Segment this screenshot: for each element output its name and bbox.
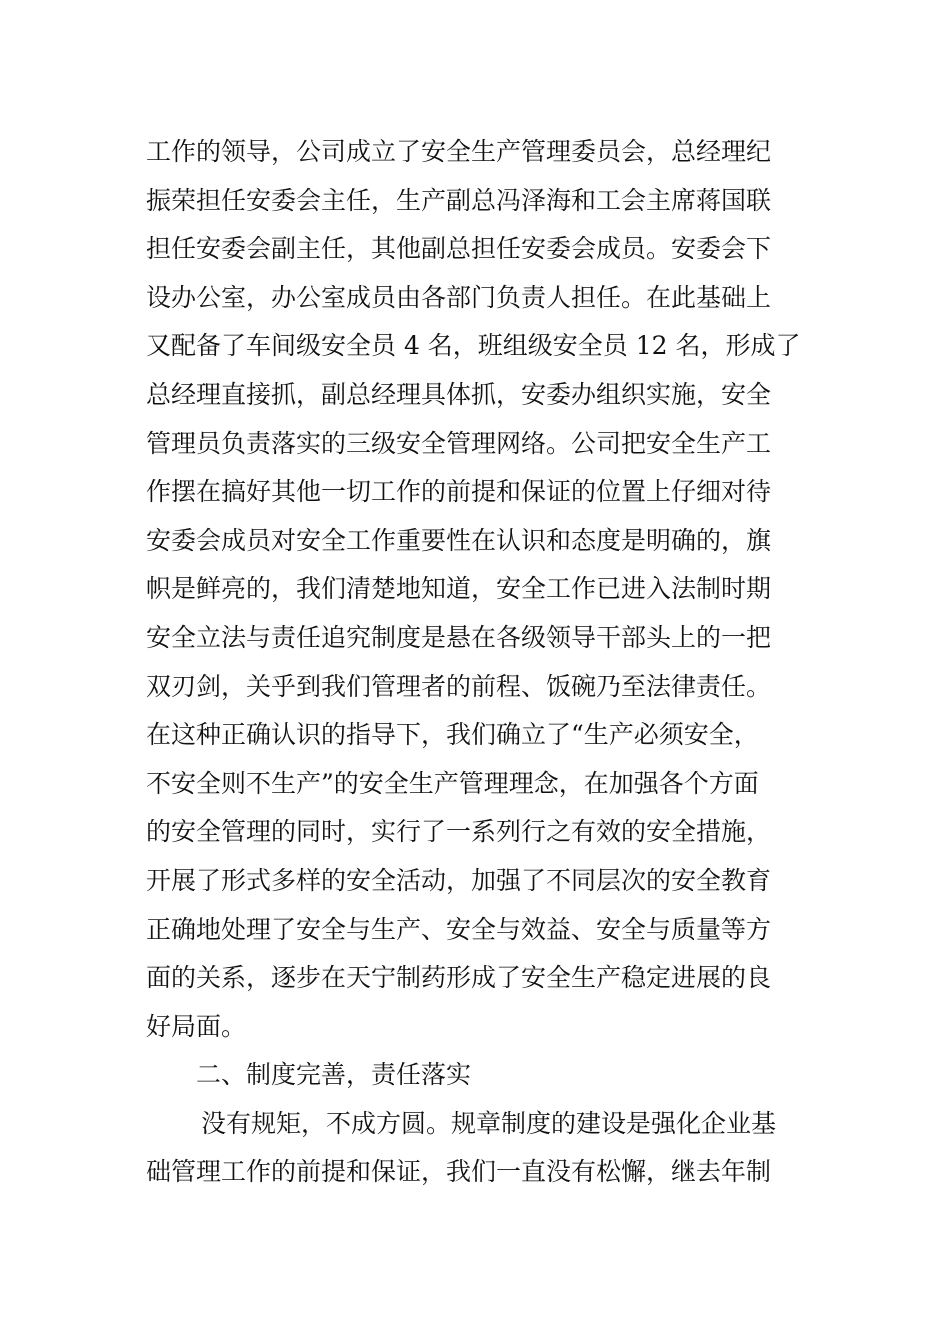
document-body <box>146 128 816 1197</box>
paragraph-line: 安全立法与责任追究制度是悬在各级领导干部头上的一把 <box>146 622 772 652</box>
paragraph-line: 帜是鲜亮的，我们清楚地知道，安全工作已进入法制时期 <box>146 574 772 604</box>
paragraph-line: 设办公室，办公室成员由各部门负责人担任。在此基础上 <box>146 282 772 312</box>
paragraph-line: 管理员负责落实的三级安全管理网络。公司把安全生产工 <box>146 428 772 458</box>
paragraph-line: 振荣担任安委会主任，生产副总冯泽海和工会主席蒋国联 <box>146 185 772 215</box>
paragraph-line: 工作的领导，公司成立了安全生产管理委员会，总经理纪 <box>146 137 772 166</box>
paragraph-line: 担任安委会副主任，其他副总担任安委会成员。安委会下 <box>146 234 772 264</box>
paragraph-line: 不安全则不生产”的安全生产管理理念，在加强各个方面 <box>146 768 759 798</box>
paragraph-line: 础管理工作的前提和保证，我们一直没有松懈，继去年制 <box>146 1157 772 1187</box>
section-heading: 二、制度完善，责任落实 <box>196 1060 472 1090</box>
paragraph-line: 没有规矩，不成方圆。规章制度的建设是强化企业基 <box>201 1108 777 1138</box>
paragraph-line: 作摆在搞好其他一切工作的前提和保证的位置上仔细对待 <box>146 477 772 507</box>
paragraph-line: 开展了形式多样的安全活动，加强了不同层次的安全教育 <box>146 865 772 895</box>
paragraph-line: 在这种正确认识的指导下，我们确立了“生产必须安全， <box>146 720 759 750</box>
paragraph-line: 双刃剑，关乎到我们管理者的前程、饭碗乃至法律责任。 <box>146 671 772 701</box>
paragraph-line: 好局面。 <box>146 1011 247 1041</box>
paragraph-line: 又配备了车间级安全员 4 名，班组级安全员 12 名，形成了 <box>146 331 801 361</box>
paragraph-line: 面的关系，逐步在天宁制药形成了安全生产稳定进展的良 <box>146 963 772 993</box>
paragraph-line: 的安全管理的同时，实行了一系列行之有效的安全措施， <box>146 817 772 847</box>
paragraph-line: 安委会成员对安全工作重要性在认识和态度是明确的，旗 <box>146 525 772 555</box>
paragraph-line: 总经理直接抓，副总经理具体抓，安委办组织实施，安全 <box>146 379 772 409</box>
paragraph-line: 正确地处理了安全与生产、安全与效益、安全与质量等方 <box>146 914 772 944</box>
